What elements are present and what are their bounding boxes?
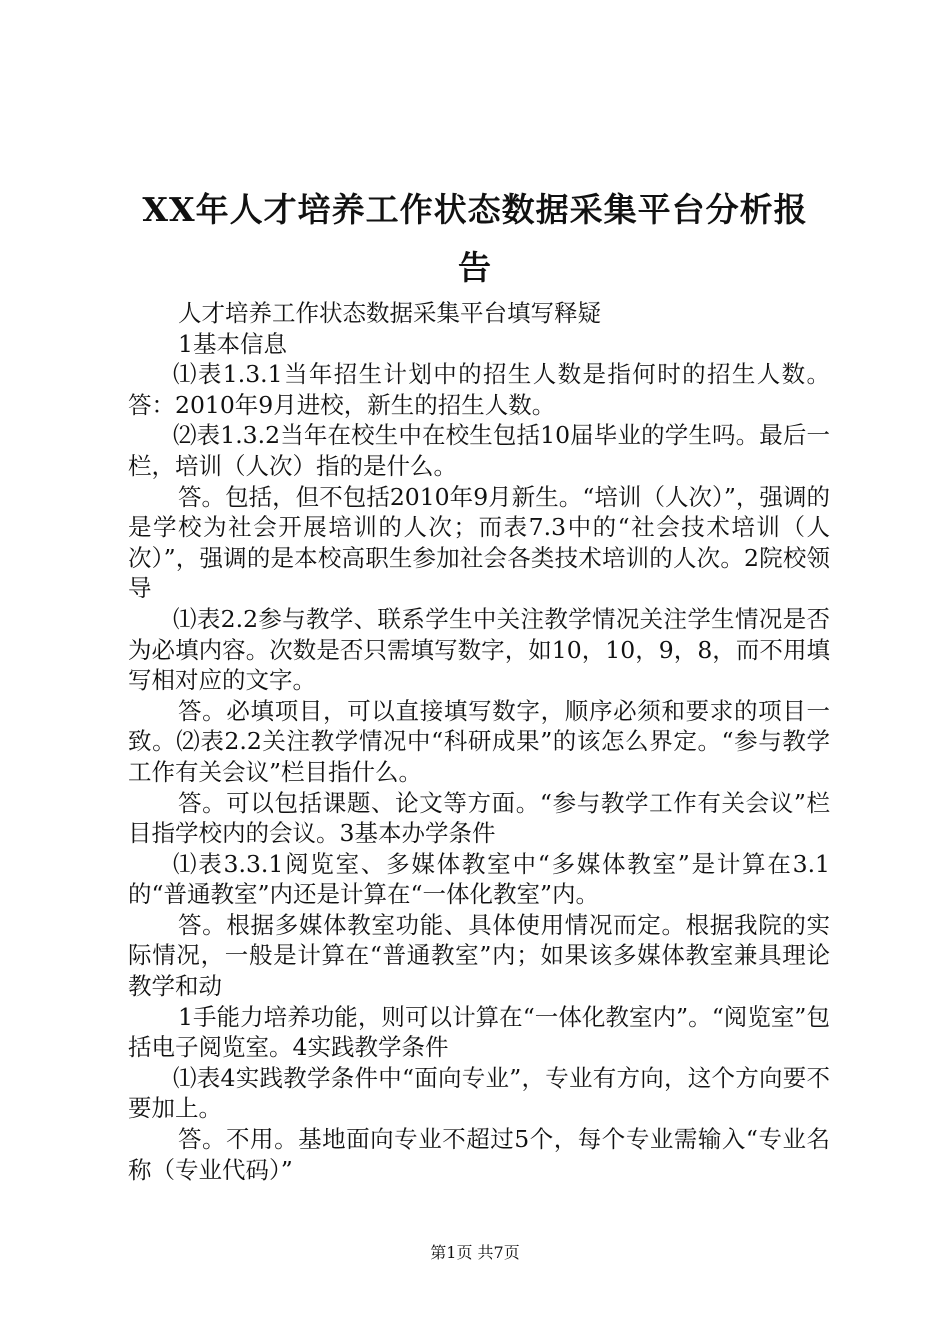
paragraph-answer-1-2: 答。包括，但不包括2010年9月新生。“培训（人次）”，强调的是学校为社会开展培训的人次；而表7.3中的“社会技术培训（人次）”，强调的是本校高职生参加社会各类技术培训的人次。2院校领导	[128, 482, 830, 603]
paragraph-answer-4-1: 答。不用。基地面向专业不超过5个，每个专业需输入“专业名称（专业代码）”	[128, 1125, 830, 1184]
document-title: XX年人才培养工作状态数据采集平台分析报告	[142, 190, 808, 287]
paragraph-answer-2-1: 答。必填项目，可以直接填写数字，顺序必须和要求的项目一致。⑵表2.2关注教学情况中“科研成果”的该怎么界定。“参与教学工作有关会议”栏目指什么。	[128, 696, 830, 786]
paragraph-question-1-2: ⑵表1.3.2当年在校生中在校生包括10届毕业的学生吗。最后一栏，培训（人次）指的是什么。	[128, 421, 830, 480]
paragraph-answer-3-1-cont: 1手能力培养功能，则可以计算在“一体化教室内”。“阅览室”包括电子阅览室。4实践教学条件	[128, 1002, 830, 1062]
paragraph-section-1: 1基本信息	[178, 329, 287, 358]
page-footer: 第1页 共7页	[430, 1243, 520, 1262]
document-body	[128, 298, 830, 1185]
paragraph-answer-2-2: 答。可以包括课题、论文等方面。“参与教学工作有关会议”栏目指学校内的会议。3基本办学条件	[128, 788, 830, 848]
paragraph-question-4-1: ⑴表4实践教学条件中“面向专业”，专业有方向，这个方向要不要加上。	[128, 1063, 830, 1123]
paragraph-question-3-1: ⑴表3.3.1阅览室、多媒体教室中“多媒体教室”是计算在3.1的“普通教室”内还是计算在“一体化教室”内。	[128, 849, 830, 909]
paragraph-answer-3-1: 答。根据多媒体教室功能、具体使用情况而定。根据我院的实际情况，一般是计算在“普通教室”内；如果该多媒体教室兼具理论教学和动	[128, 910, 830, 1001]
paragraph-subtitle: 人才培养工作状态数据采集平台填写释疑	[178, 299, 601, 327]
paragraph-question-2-1: ⑴表2.2参与教学、联系学生中关注教学情况关注学生情况是否为必填内容。次数是否只需填写数字，如10，10，9，8，而不用填写相对应的文字。	[128, 604, 830, 695]
paragraph-question-1-1: ⑴表1.3.1当年招生计划中的招生人数是指何时的招生人数。答：2010年9月进校，新生的招生人数。	[128, 360, 830, 419]
